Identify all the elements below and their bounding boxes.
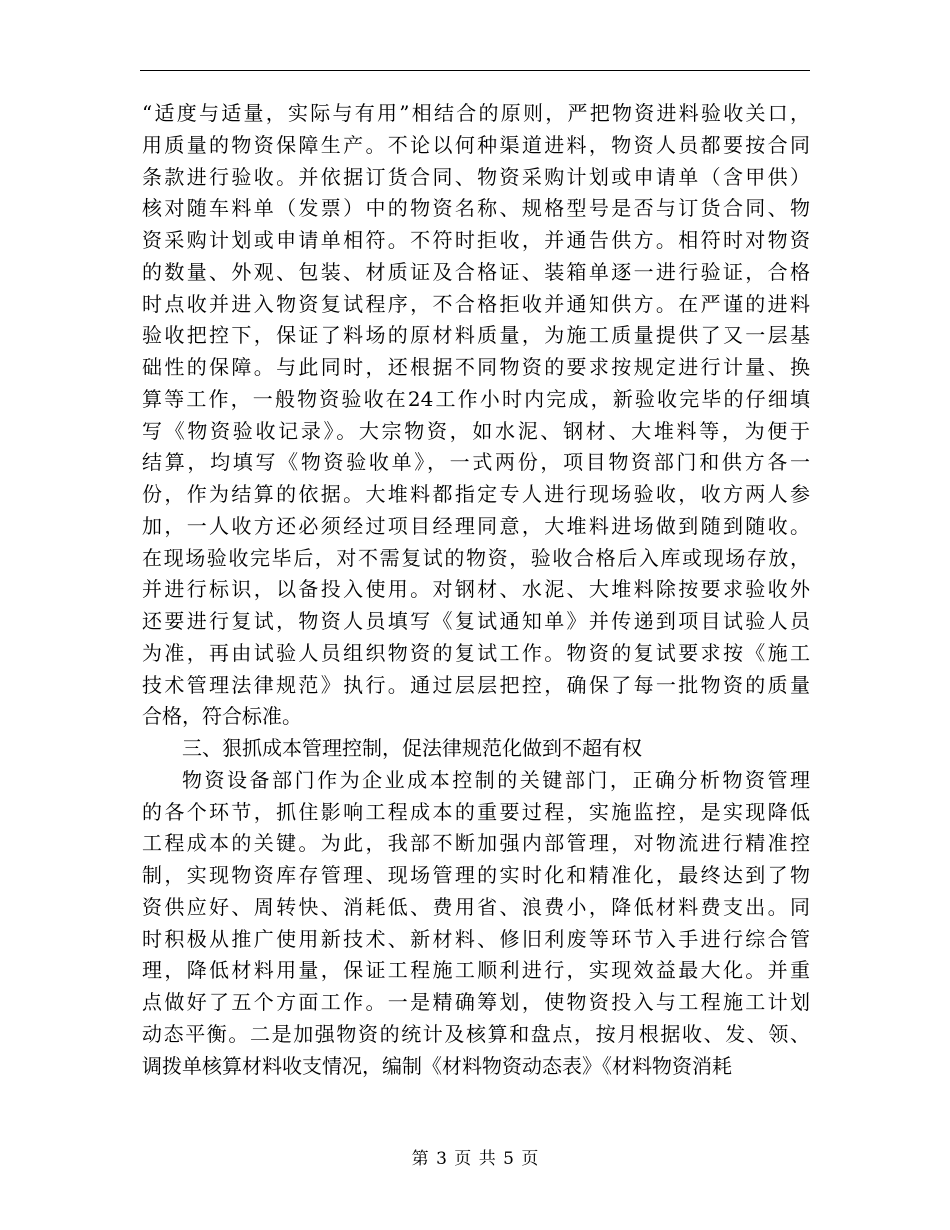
text-line: 验收把控下，保证了料场的原材料质量，为施工质量提供了又一层基 bbox=[142, 323, 810, 348]
section-heading bbox=[142, 733, 810, 765]
paragraph bbox=[142, 98, 810, 733]
text-line: 础性的保障。与此同时，还根据不同物资的要求按规定进行计量、换 bbox=[142, 355, 810, 379]
text-line: 在现场验收完毕后，对不需复试的物资，验收合格后入库或现场存放， bbox=[142, 545, 810, 570]
text-line: 资供应好、周转快、消耗低、费用省、浪费小，降低材料费支出。同 bbox=[142, 894, 810, 919]
paragraph bbox=[142, 765, 810, 1083]
text-line: 并进行标识，以备投入使用。对钢材、水泥、大堆料除按要求验收外 bbox=[142, 577, 810, 602]
text-line: 核对随车料单（发票）中的物资名称、规格型号是否与订货合同、物 bbox=[142, 196, 810, 221]
text-line: 技术管理法律规范》执行。通过层层把控，确保了每一批物资的质量 bbox=[142, 672, 810, 697]
text-line: 用质量的物资保障生产。不论以何种渠道进料，物资人员都要按合同 bbox=[142, 132, 810, 157]
text-line: 结算，均填写《物资验收单》，一式两份，项目物资部门和供方各一 bbox=[142, 450, 810, 475]
page-number: 第 3 页 共 5 页 bbox=[411, 1149, 539, 1169]
text-line: 还要进行复试，物资人员填写《复试通知单》并传递到项目试验人员 bbox=[142, 609, 810, 633]
text-line: 三、狠抓成本管理控制，促法律规范化做到不超有权 bbox=[182, 736, 642, 760]
text-line: “适度与适量，实际与有用”相结合的原则，严把物资进料验收关口， bbox=[142, 101, 810, 125]
text-line: 合格，符合标准。 bbox=[142, 704, 302, 729]
text-line: 为准，再由试验人员组织物资的复试工作。物资的复试要求按《施工 bbox=[142, 640, 810, 665]
text-line: 时点收并进入物资复试程序，不合格拒收并通知供方。在严谨的进料 bbox=[142, 291, 810, 316]
text-line: 点做好了五个方面工作。一是精确筹划，使物资投入与工程施工计划 bbox=[142, 990, 810, 1014]
text-line: 理，降低材料用量，保证工程施工顺利进行，实现效益最大化。并重 bbox=[142, 958, 810, 983]
header-rule bbox=[140, 70, 810, 71]
text-line: 算等工作，一般物资验收在24工作小时内完成，新验收完毕的仔细填 bbox=[142, 386, 810, 411]
text-line: 条款进行验收。并依据订货合同、物资采购计划或申请单（含甲供） bbox=[142, 164, 810, 189]
text-line: 写《物资验收记录》。大宗物资，如水泥、钢材、大堆料等，为便于 bbox=[142, 418, 810, 443]
text-line: 资采购计划或申请单相符。不符时拒收，并通告供方。相符时对物资 bbox=[142, 228, 810, 252]
text-line: 的各个环节，抓住影响工程成本的重要过程，实施监控，是实现降低 bbox=[142, 799, 810, 824]
text-line: 时积极从推广使用新技术、新材料、修旧利废等环节入手进行综合管 bbox=[142, 926, 810, 951]
document-body bbox=[142, 98, 810, 1082]
text-line: 制，实现物资库存管理、现场管理的实时化和精准化，最终达到了物 bbox=[142, 863, 810, 887]
text-line: 动态平衡。二是加强物资的统计及核算和盘点，按月根据收、发、领、 bbox=[142, 1021, 810, 1046]
text-line: 加，一人收方还必须经过项目经理同意，大堆料进场做到随到随收。 bbox=[142, 513, 810, 538]
text-line: 份，作为结算的依据。大堆料都指定专人进行现场验收，收方两人参 bbox=[142, 482, 810, 506]
text-line: 调拨单核算材料收支情况，编制《材料物资动态表》《材料物资消耗 bbox=[142, 1053, 732, 1078]
text-line: 工程成本的关键。为此，我部不断加强内部管理，对物流进行精准控 bbox=[142, 831, 810, 856]
text-line: 的数量、外观、包装、材质证及合格证、装箱单逐一进行验证，合格 bbox=[142, 259, 810, 284]
text-line: 物资设备部门作为企业成本控制的关键部门，正确分析物资管理 bbox=[182, 767, 810, 792]
